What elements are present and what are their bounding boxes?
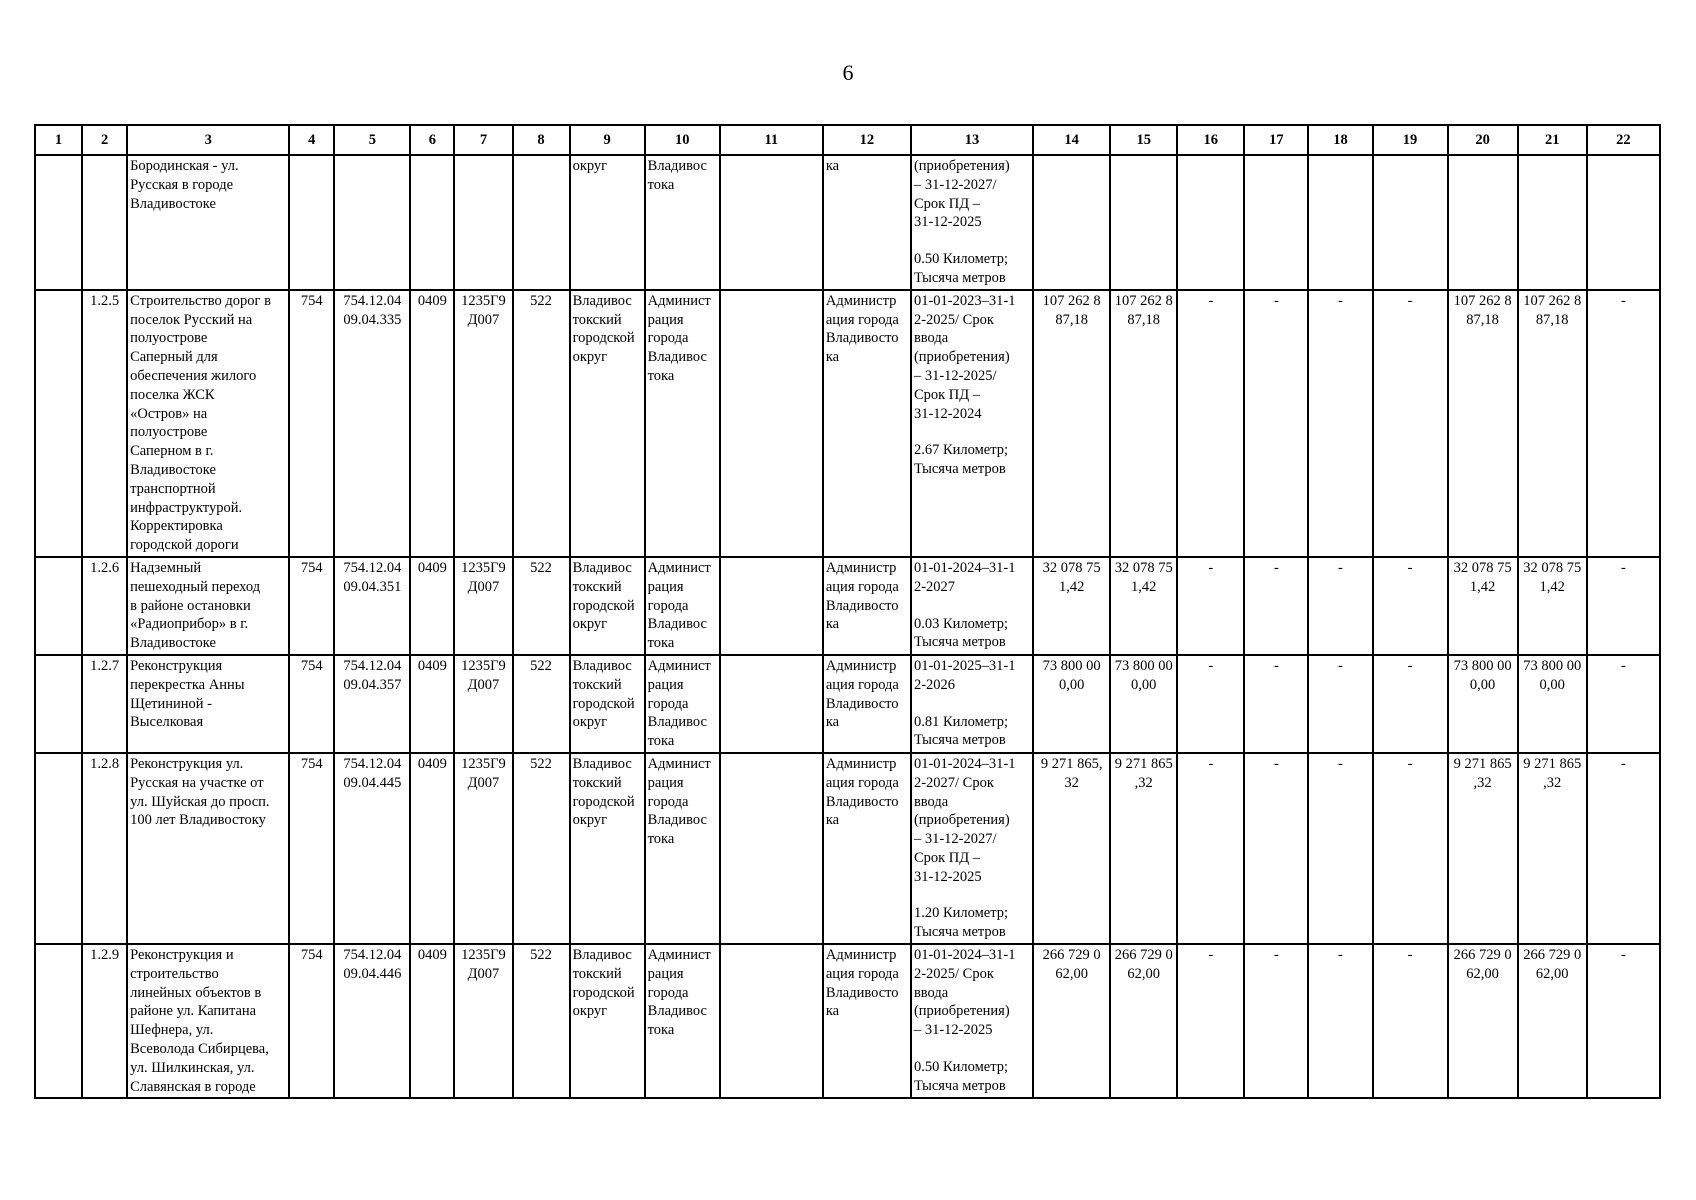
col21-value: 73 800 00 0,00: [1518, 655, 1587, 753]
col-header: 17: [1244, 125, 1308, 155]
col22-value: [1587, 155, 1660, 290]
col11-cell: [720, 944, 823, 1098]
col22-value: -: [1587, 753, 1660, 944]
table-row: [35, 557, 1660, 655]
deadline-text: 01-01-2024–31-1 2-2027: [913, 559, 1016, 595]
col-header: 1: [35, 125, 82, 155]
budget-code: [334, 155, 410, 290]
deadline-capacity: [911, 655, 1033, 753]
col22-value: -: [1587, 655, 1660, 753]
ministry-code: 754: [289, 557, 334, 655]
budget-table: [34, 124, 1661, 1099]
col-header: 2: [82, 125, 127, 155]
target-code: 1235Г9 Д007: [454, 557, 512, 655]
target-code: 1235Г9 Д007: [454, 753, 512, 944]
col16-value: -: [1177, 944, 1244, 1098]
row-number: [82, 155, 127, 290]
capacity-text: 1.20 Километр; Тысяча метров: [913, 905, 1008, 941]
capacity-text: 0.03 Километр; Тысяча метров: [913, 615, 1008, 651]
col16-value: -: [1177, 753, 1244, 944]
col1-cell: [35, 944, 82, 1098]
developer: Администр ация города Владивосто ка: [823, 557, 911, 655]
col-header: 21: [1518, 125, 1587, 155]
budget-code: 754.12.04 09.04.335: [334, 290, 410, 557]
section-code: 0409: [410, 557, 454, 655]
ministry-code: [289, 155, 334, 290]
col18-value: -: [1308, 557, 1372, 655]
col16-value: -: [1177, 557, 1244, 655]
col19-value: -: [1373, 944, 1448, 1098]
expense-type: 522: [513, 655, 570, 753]
col19-value: -: [1373, 290, 1448, 557]
col21-value: [1518, 155, 1587, 290]
developer: Администр ация города Владивосто ка: [823, 753, 911, 944]
col19-value: -: [1373, 655, 1448, 753]
col1-cell: [35, 557, 82, 655]
deadline-capacity: [911, 290, 1033, 557]
customer: Владивос тока: [645, 155, 720, 290]
col20-value: 32 078 75 1,42: [1448, 557, 1518, 655]
col1-cell: [35, 655, 82, 753]
developer: Администр ация города Владивосто ка: [823, 655, 911, 753]
customer: Админист рация города Владивос тока: [645, 753, 720, 944]
total-cost: 32 078 75 1,42: [1033, 557, 1110, 655]
col22-value: -: [1587, 944, 1660, 1098]
deadline-capacity: [911, 557, 1033, 655]
ministry-code: 754: [289, 944, 334, 1098]
col19-value: -: [1373, 557, 1448, 655]
municipality: Владивос токский городской округ: [570, 655, 645, 753]
row-number: 1.2.5: [82, 290, 127, 557]
col11-cell: [720, 655, 823, 753]
col-header: 11: [720, 125, 823, 155]
col18-value: -: [1308, 290, 1372, 557]
col17-value: -: [1244, 753, 1308, 944]
col-header: 22: [1587, 125, 1660, 155]
section-code: 0409: [410, 753, 454, 944]
budget-code: 754.12.04 09.04.445: [334, 753, 410, 944]
col20-value: 107 262 8 87,18: [1448, 290, 1518, 557]
capacity-text: 0.50 Километр; Тысяча метров: [913, 251, 1008, 286]
budget-code: 754.12.04 09.04.351: [334, 557, 410, 655]
object-name: Реконструкция ул. Русская на участке от ул. Шуйская до просп. 100 лет Владивостоку: [127, 753, 289, 944]
col18-value: -: [1308, 655, 1372, 753]
col22-value: -: [1587, 290, 1660, 557]
customer: Админист рация города Владивос тока: [645, 290, 720, 557]
capacity-text: 2.67 Километр; Тысяча метров: [913, 442, 1008, 478]
col21-value: 32 078 75 1,42: [1518, 557, 1587, 655]
target-code: 1235Г9 Д007: [454, 944, 512, 1098]
col20-value: 266 729 0 62,00: [1448, 944, 1518, 1098]
col-header: 6: [410, 125, 454, 155]
col17-value: [1244, 155, 1308, 290]
row-number: 1.2.8: [82, 753, 127, 944]
table-row: [35, 290, 1660, 557]
col1-cell: [35, 753, 82, 944]
budget-code: 754.12.04 09.04.357: [334, 655, 410, 753]
municipality: округ: [570, 155, 645, 290]
deadline-capacity: [911, 944, 1033, 1098]
col-header: 18: [1308, 125, 1372, 155]
developer: ка: [823, 155, 911, 290]
table-row: [35, 155, 1660, 290]
col18-value: -: [1308, 944, 1372, 1098]
col11-cell: [720, 753, 823, 944]
page-number: 6: [842, 60, 854, 85]
deadline-text: 01-01-2024–31-1 2-2025/ Срок ввода (приобретения) – 31-12-2025: [913, 947, 1016, 1039]
budget-total: 266 729 0 62,00: [1110, 944, 1177, 1098]
col-header: 8: [513, 125, 570, 155]
expense-type: 522: [513, 753, 570, 944]
col11-cell: [720, 290, 823, 557]
municipality: Владивос токский городской округ: [570, 557, 645, 655]
col-header: 12: [823, 125, 911, 155]
object-name: Бородинская - ул. Русская в городе Владивостоке: [127, 155, 289, 290]
ministry-code: 754: [289, 655, 334, 753]
col17-value: -: [1244, 944, 1308, 1098]
section-code: 0409: [410, 655, 454, 753]
object-name: Реконструкция и строительство линейных объектов в районе ул. Капитана Шефнера, ул. Всеволода Сибирцева, ул. Шилкинская, ул. Славянская в городе: [127, 944, 289, 1098]
col-header: 13: [911, 125, 1033, 155]
total-cost: 73 800 00 0,00: [1033, 655, 1110, 753]
municipality: Владивос токский городской округ: [570, 753, 645, 944]
municipality: Владивос токский городской округ: [570, 290, 645, 557]
col18-value: -: [1308, 753, 1372, 944]
col-header: 9: [570, 125, 645, 155]
budget-total: 32 078 75 1,42: [1110, 557, 1177, 655]
deadline-text: 01-01-2025–31-1 2-2026: [913, 657, 1016, 693]
table-row: [35, 753, 1660, 944]
col-header: 15: [1110, 125, 1177, 155]
budget-total: [1110, 155, 1177, 290]
deadline-text: 01-01-2023–31-1 2-2025/ Срок ввода (приобретения) – 31-12-2025/ Срок ПД – 31-12-2024: [913, 292, 1016, 422]
budget-total: 73 800 00 0,00: [1110, 655, 1177, 753]
col-header: 5: [334, 125, 410, 155]
expense-type: 522: [513, 944, 570, 1098]
col16-value: -: [1177, 655, 1244, 753]
table-row: [35, 944, 1660, 1098]
deadline-text: (приобретения) – 31-12-2027/ Срок ПД – 31-12-2025: [913, 158, 1010, 231]
total-cost: [1033, 155, 1110, 290]
customer: Админист рация города Владивос тока: [645, 557, 720, 655]
developer: Администр ация города Владивосто ка: [823, 290, 911, 557]
col21-value: 266 729 0 62,00: [1518, 944, 1587, 1098]
col20-value: 9 271 865 ,32: [1448, 753, 1518, 944]
col17-value: -: [1244, 557, 1308, 655]
row-number: 1.2.6: [82, 557, 127, 655]
col-header: 10: [645, 125, 720, 155]
col20-value: 73 800 00 0,00: [1448, 655, 1518, 753]
col16-value: -: [1177, 290, 1244, 557]
object-name: Реконструкция перекрестка Анны Щетининой - Выселковая: [127, 655, 289, 753]
col16-value: [1177, 155, 1244, 290]
col-header: 3: [127, 125, 289, 155]
col11-cell: [720, 557, 823, 655]
target-code: [454, 155, 512, 290]
expense-type: 522: [513, 290, 570, 557]
capacity-text: 0.81 Километр; Тысяча метров: [913, 713, 1008, 749]
col20-value: [1448, 155, 1518, 290]
total-cost: 9 271 865, 32: [1033, 753, 1110, 944]
col17-value: -: [1244, 655, 1308, 753]
header-row: [35, 125, 1660, 155]
section-code: 0409: [410, 944, 454, 1098]
row-number: 1.2.9: [82, 944, 127, 1098]
total-cost: 266 729 0 62,00: [1033, 944, 1110, 1098]
ministry-code: 754: [289, 753, 334, 944]
customer: Админист рация города Владивос тока: [645, 655, 720, 753]
developer: Администр ация города Владивосто ка: [823, 944, 911, 1098]
col-header: 14: [1033, 125, 1110, 155]
expense-type: 522: [513, 557, 570, 655]
col1-cell: [35, 155, 82, 290]
deadline-capacity: [911, 155, 1033, 290]
customer: Админист рация города Владивос тока: [645, 944, 720, 1098]
section-code: 0409: [410, 290, 454, 557]
ministry-code: 754: [289, 290, 334, 557]
object-name: Надземный пешеходный переход в районе остановки «Радиоприбор» в г. Владивостоке: [127, 557, 289, 655]
col-header: 20: [1448, 125, 1518, 155]
col18-value: [1308, 155, 1372, 290]
col22-value: -: [1587, 557, 1660, 655]
col11-cell: [720, 155, 823, 290]
col-header: 16: [1177, 125, 1244, 155]
col1-cell: [35, 290, 82, 557]
budget-total: 107 262 8 87,18: [1110, 290, 1177, 557]
section-code: [410, 155, 454, 290]
total-cost: 107 262 8 87,18: [1033, 290, 1110, 557]
target-code: 1235Г9 Д007: [454, 655, 512, 753]
capacity-text: 0.50 Километр; Тысяча метров: [913, 1059, 1008, 1094]
row-number: 1.2.7: [82, 655, 127, 753]
col17-value: -: [1244, 290, 1308, 557]
municipality: Владивос токский городской округ: [570, 944, 645, 1098]
col-header: 7: [454, 125, 512, 155]
budget-code: 754.12.04 09.04.446: [334, 944, 410, 1098]
col-header: 4: [289, 125, 334, 155]
col21-value: 107 262 8 87,18: [1518, 290, 1587, 557]
deadline-capacity: [911, 753, 1033, 944]
target-code: 1235Г9 Д007: [454, 290, 512, 557]
budget-total: 9 271 865 ,32: [1110, 753, 1177, 944]
object-name: Строительство дорог в поселок Русский на полуострове Саперный для обеспечения жилого поселка ЖСК «Остров» на полуострове Саперном в г. Владивостоке транспортной инфраструктурой. Корректировка городской дороги: [127, 290, 289, 557]
col19-value: [1373, 155, 1448, 290]
table-row: [35, 655, 1660, 753]
expense-type: [513, 155, 570, 290]
col-header: 19: [1373, 125, 1448, 155]
deadline-text: 01-01-2024–31-1 2-2027/ Срок ввода (приобретения) – 31-12-2027/ Срок ПД – 31-12-2025: [913, 755, 1016, 885]
col19-value: -: [1373, 753, 1448, 944]
col21-value: 9 271 865 ,32: [1518, 753, 1587, 944]
